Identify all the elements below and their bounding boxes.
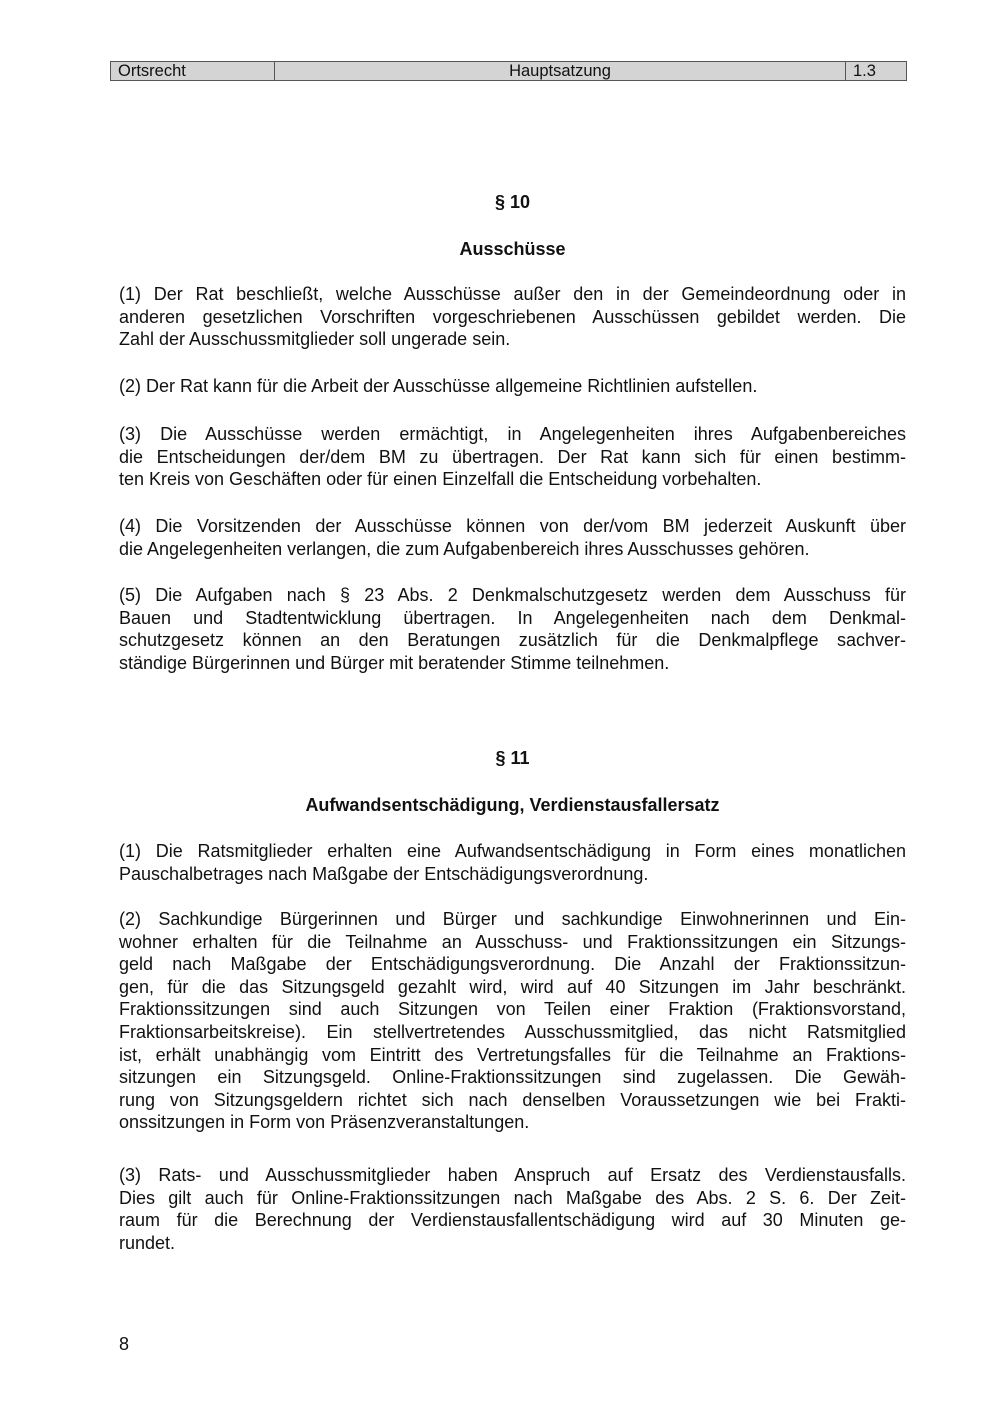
section-10-paragraph-2: (2) Der Rat kann für die Arbeit der Ausschüsse allgemeine Richtlinien aufstellen. [119, 376, 758, 396]
section-10-heading: Ausschüsse [459, 239, 566, 259]
header-title: Hauptsatzung [275, 62, 846, 81]
section-10-paragraph-1: (1) Der Rat beschließt, welche Ausschüsse außer den in der Gemeindeordnung oder in anderen gesetzlichen Vorschriften vorgeschriebenen Ausschüssen gebildet werden. Die Zahl der Ausschussmitglieder soll ungerade sein. [119, 284, 906, 350]
section-10-paragraph-5: (5) Die Aufgaben nach § 23 Abs. 2 Denkmalschutzgesetz werden dem Ausschuss für Bauen und Stadtentwicklung übertragen. In Angelegenheiten nach dem Denkmal- schutzgesetz können an den Beratungen zusätzlich für die Denkmalpflege sachver- ständige Bürgerinnen und Bürger mit beratender Stimme teilnehmen. [119, 585, 906, 673]
section-10-paragraph-3: (3) Die Ausschüsse werden ermächtigt, in Angelegenheiten ihres Aufgabenbereiches die Entscheidungen der/dem BM zu übertragen. Der Rat kann sich für einen bestimm- ten Kreis von Geschäften oder für einen Einzelfall die Entscheidung vorbehalten. [119, 424, 906, 490]
document-header [110, 61, 907, 81]
header-number: 1.3 [846, 62, 907, 81]
header-category: Ortsrecht [111, 62, 275, 81]
section-11-heading: Aufwandsentschädigung, Verdienstausfallersatz [305, 795, 720, 815]
section-11-paragraph-3: (3) Rats- und Ausschussmitglieder haben Anspruch auf Ersatz des Verdienstausfalls. Dies gilt auch für Online-Fraktionssitzungen nach Maßgabe des Abs. 2 S. 6. Der Zeit- raum für die Berechnung der Verdienstausfallentschädigung wird auf 30 Minuten ge- rundet. [119, 1165, 906, 1253]
section-11-paragraph-1: (1) Die Ratsmitglieder erhalten eine Aufwandsentschädigung in Form eines monatlichen Pauschalbetrages nach Maßgabe der Entschädigungsverordnung. [119, 841, 906, 884]
page-number: 8 [119, 1334, 130, 1354]
section-10-paragraph-4: (4) Die Vorsitzenden der Ausschüsse können von der/vom BM jederzeit Auskunft über die Angelegenheiten verlangen, die zum Aufgabenbereich ihres Ausschusses gehören. [119, 516, 906, 559]
section-10-sign: § 10 [494, 192, 531, 212]
section-11-sign: § 11 [495, 748, 530, 768]
section-11-paragraph-2: (2) Sachkundige Bürgerinnen und Bürger und sachkundige Einwohnerinnen und Ein- wohner erhalten für die Teilnahme an Ausschuss- und Fraktionssitzungen ein Sitzungs- geld nach Maßgabe der Entschädigungsverordnung. Die Anzahl der Fraktionssitzun- gen, für die das Sitzungsgeld gezahlt wird, wird auf 40 Sitzungen im Jahr beschränkt. Fraktionssitzungen sind auch Sitzungen von Teilen einer Fraktion (Fraktionsvorstand, Fraktionsarbeitskreise). Ein stellvertretendes Ausschussmitglied, das nicht Ratsmitglied ist, erhält unabhängig vom Eintritt des Vertretungsfalles für die Teilnahme an Fraktions- sitzungen ein Sitzungsgeld. Online-Fraktionssitzungen sind zugelassen. Die Gewäh- rung von Sitzungsgeldern richtet sich nach denselben Voraussetzungen wie bei Frakti- onssitzungen in Form von Präsenzveranstaltungen. [119, 909, 906, 1133]
